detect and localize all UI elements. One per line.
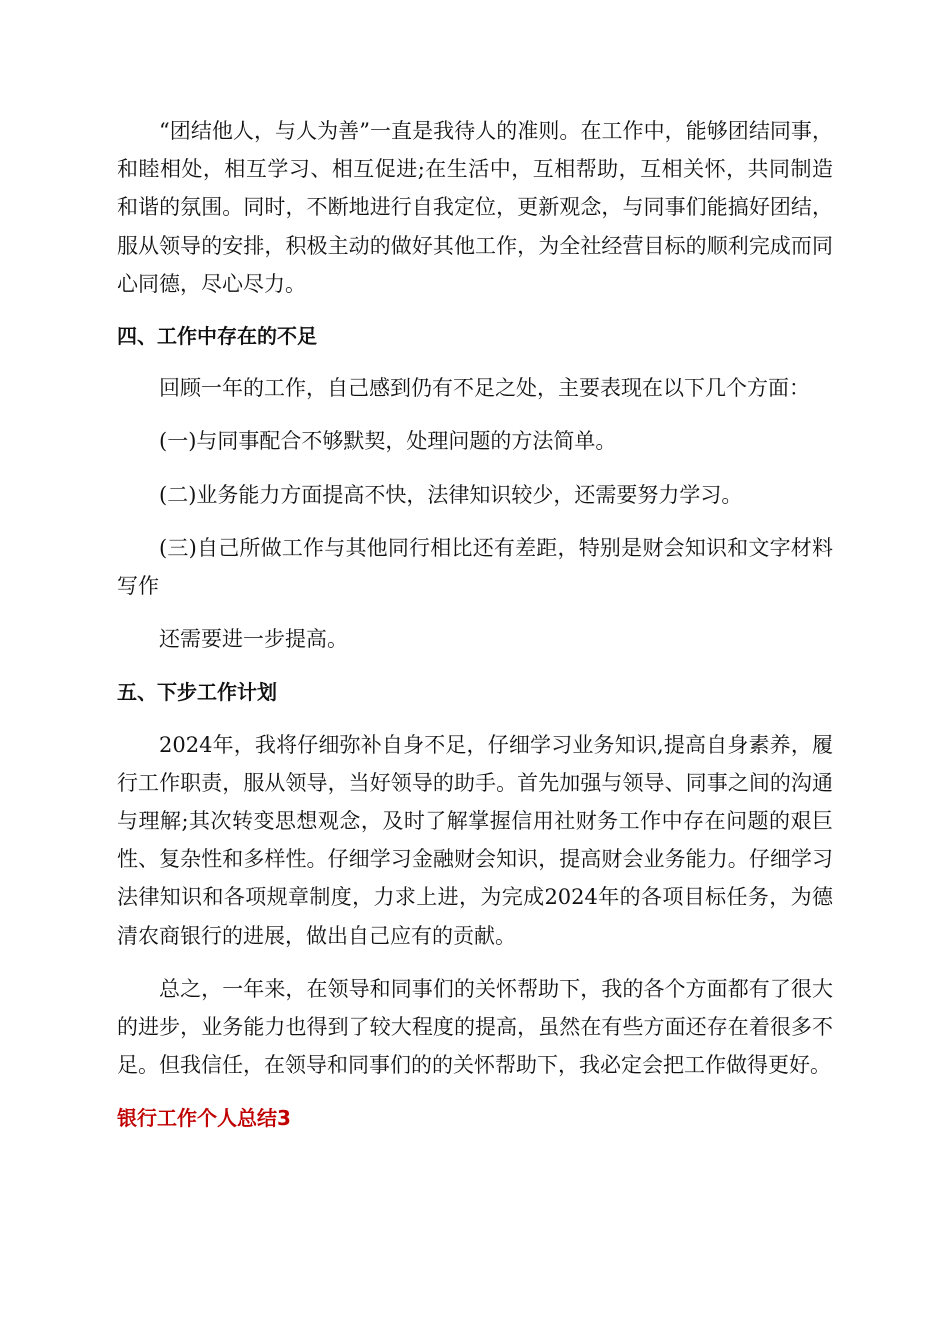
body-paragraph: 还需要进一步提高。 [159, 627, 348, 652]
document-body [117, 112, 833, 1138]
section-heading-shortcomings: 四、工作中存在的不足 [117, 324, 317, 349]
paragraph-spacer [117, 407, 833, 422]
paragraph-spacer [117, 514, 833, 529]
paragraph-spacer [117, 303, 833, 317]
body-paragraph: 回顾一年的工作，自己感到仍有不足之处，主要表现在以下几个方面： [159, 376, 810, 401]
section-title: 银行工作个人总结3 [117, 1106, 291, 1131]
body-paragraph: 总之，一年来，在领导和同事们的关怀帮助下，我的各个方面都有了很大的进步，业务能力也得到了较大程度的提高，虽然在有些方面还存在着很多不足。但我信任，在领导和同事们的的关怀帮助下，我必定会把工作做得更好。 [117, 976, 833, 1078]
paragraph-spacer [117, 605, 833, 620]
paragraph-spacer [117, 1084, 833, 1099]
body-paragraph: 2024年，我将仔细弥补自身不足，仔细学习业务知识,提高自身素养，履行工作职责，服从领导，当好领导的助手。首先加强与领导、同事之间的沟通与理解;其次转变思想观念，及时了解掌握信用社财务工作中存在问题的艰巨性、复杂性和多样性。仔细学习金融财会知识，提高财会业务能力。仔细学习法律知识和各项规章制度，力求上进，为完成2024年的各项目标任务，为德清农商银行的进展，做出自己应有的贡献。 [117, 732, 833, 948]
paragraph-spacer [117, 712, 833, 726]
list-item: (二)业务能力方面提高不快，法律知识较少，还需要努力学习。 [159, 482, 743, 507]
list-item: (一)与同事配合不够默契，处理问题的方法简单。 [159, 429, 617, 454]
paragraph-spacer [117, 955, 833, 970]
list-item: (三)自己所做工作与其他同行相比还有差距，特别是财会知识和文字材料写作 [117, 535, 833, 599]
body-paragraph: “团结他人，与人为善”一直是我待人的准则。在工作中，能够团结同事，和睦相处，相互学习、相互促进;在生活中，互相帮助，互相关怀，共同制造和谐的氛围。同时，不断地进行自我定位，更新观念，与同事们能搞好团结，服从领导的安排，积极主动的做好其他工作，为全社经营目标的顺利完成而同心同德，尽心尽力。 [117, 119, 833, 296]
paragraph-spacer [117, 658, 833, 673]
paragraph-spacer [117, 461, 833, 476]
section-heading-next-plan: 五、下步工作计划 [117, 680, 277, 705]
paragraph-spacer [117, 355, 833, 369]
